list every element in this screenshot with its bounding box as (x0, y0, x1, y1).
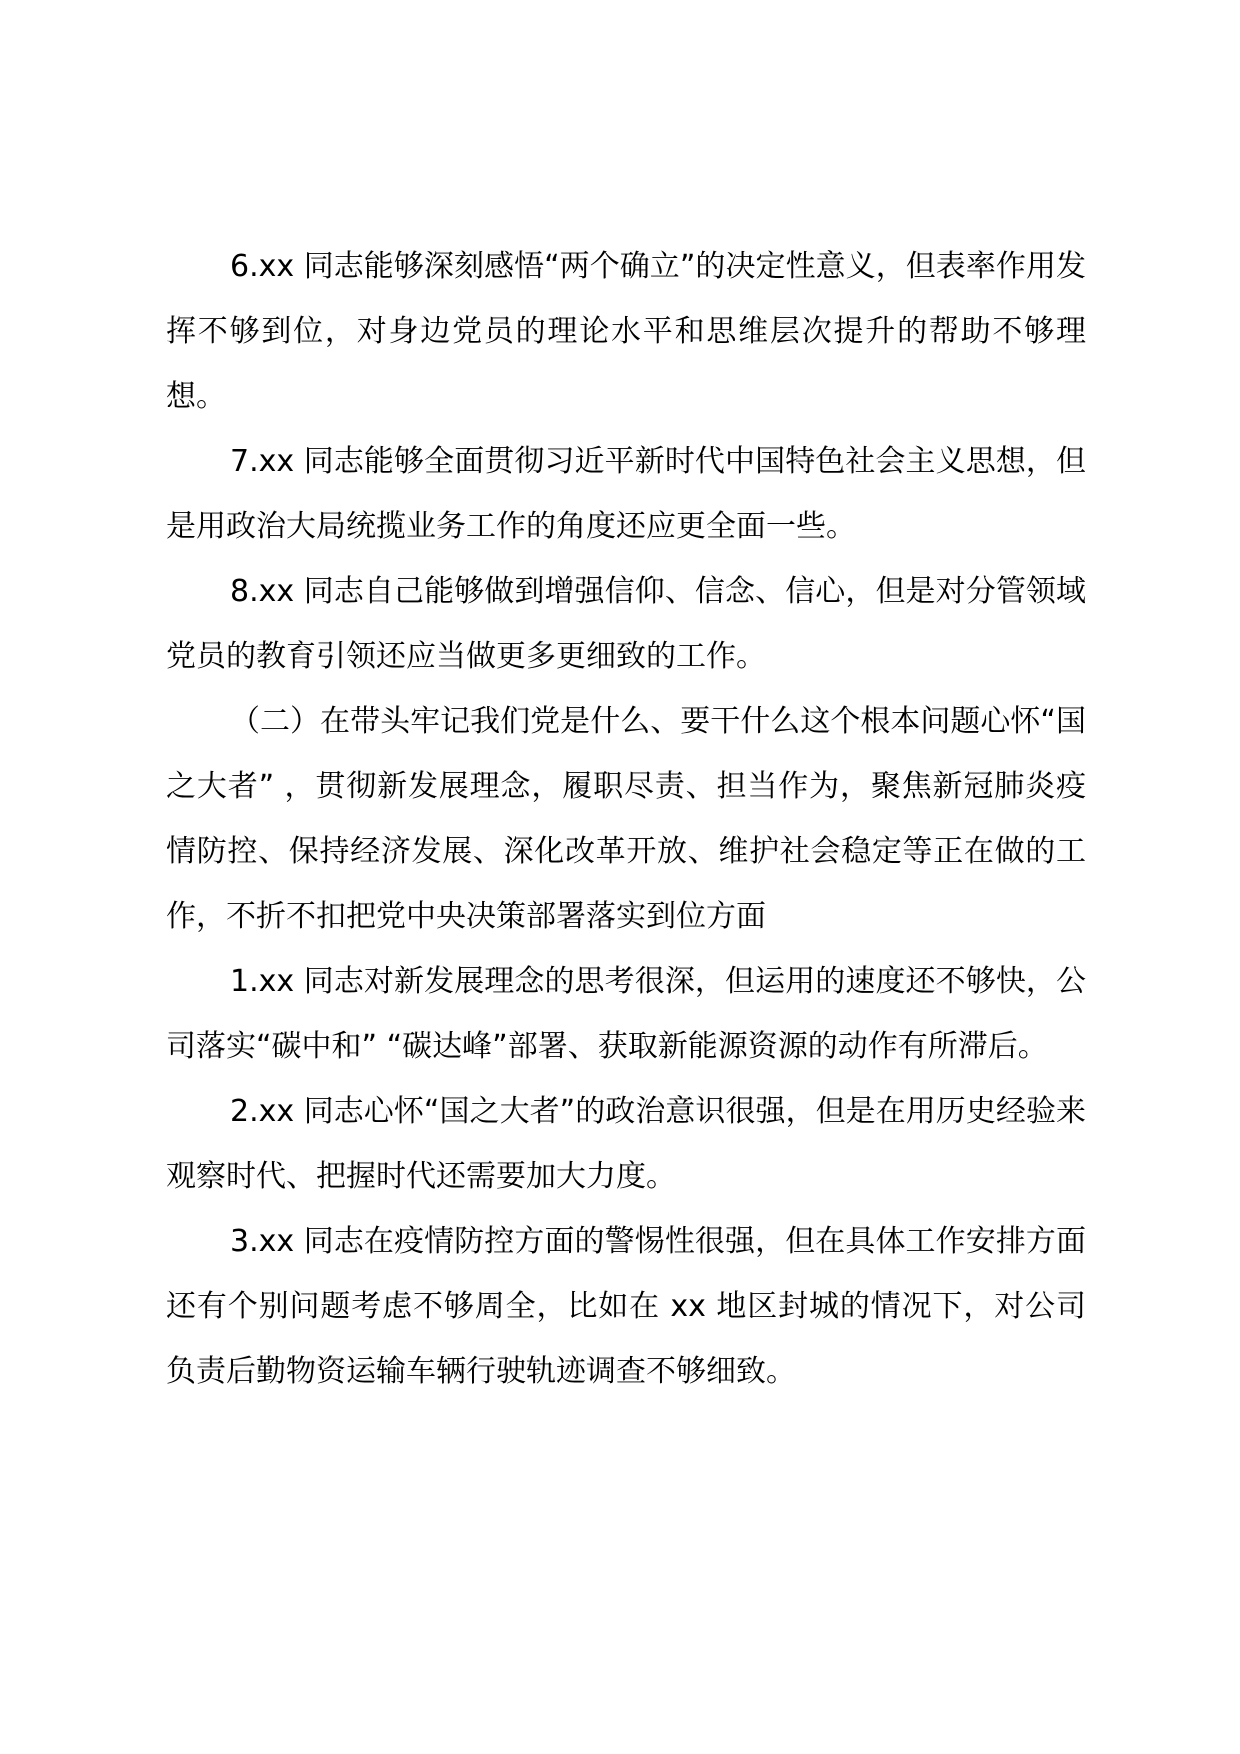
paragraph-item-8: 8.xx 同志自己能够做到增强信仰、信念、信心，但是对分管领域党员的教育引领还应当做更多更细致的工作。 (166, 574, 1086, 674)
paragraph-item-6: 6.xx 同志能够深刻感悟“两个确立”的决定性意义，但表率作用发挥不够到位，对身边党员的理论水平和思维层次提升的帮助不够理想。 (166, 249, 1086, 414)
paragraph-item-2: 2.xx 同志心怀“国之大者”的政治意识很强，但是在用历史经验来观察时代、把握时代还需要加大力度。 (166, 1094, 1086, 1194)
section-heading-2: （二）在带头牢记我们党是什么、要干什么这个根本问题心怀“国之大者” ，贯彻新发展理念，履职尽责、担当作为，聚焦新冠肺炎疫情防控、保持经济发展、深化改革开放、维护社会稳定等正在做的工作，不折不扣把党中央决策部署落实到位方面 (166, 704, 1086, 934)
paragraph-item-1: 1.xx 同志对新发展理念的思考很深，但运用的速度还不够快，公司落实“碳中和” “碳达峰”部署、获取新能源资源的动作有所滞后。 (166, 964, 1086, 1064)
paragraph-item-7: 7.xx 同志能够全面贯彻习近平新时代中国特色社会主义思想，但是用政治大局统揽业务工作的角度还应更全面一些。 (166, 444, 1086, 544)
document-body (166, 234, 1086, 1404)
paragraph-item-3: 3.xx 同志在疫情防控方面的警惕性很强，但在具体工作安排方面还有个别问题考虑不够周全，比如在 xx 地区封城的情况下，对公司负责后勤物资运输车辆行驶轨迹调查不够细致。 (166, 1224, 1086, 1389)
